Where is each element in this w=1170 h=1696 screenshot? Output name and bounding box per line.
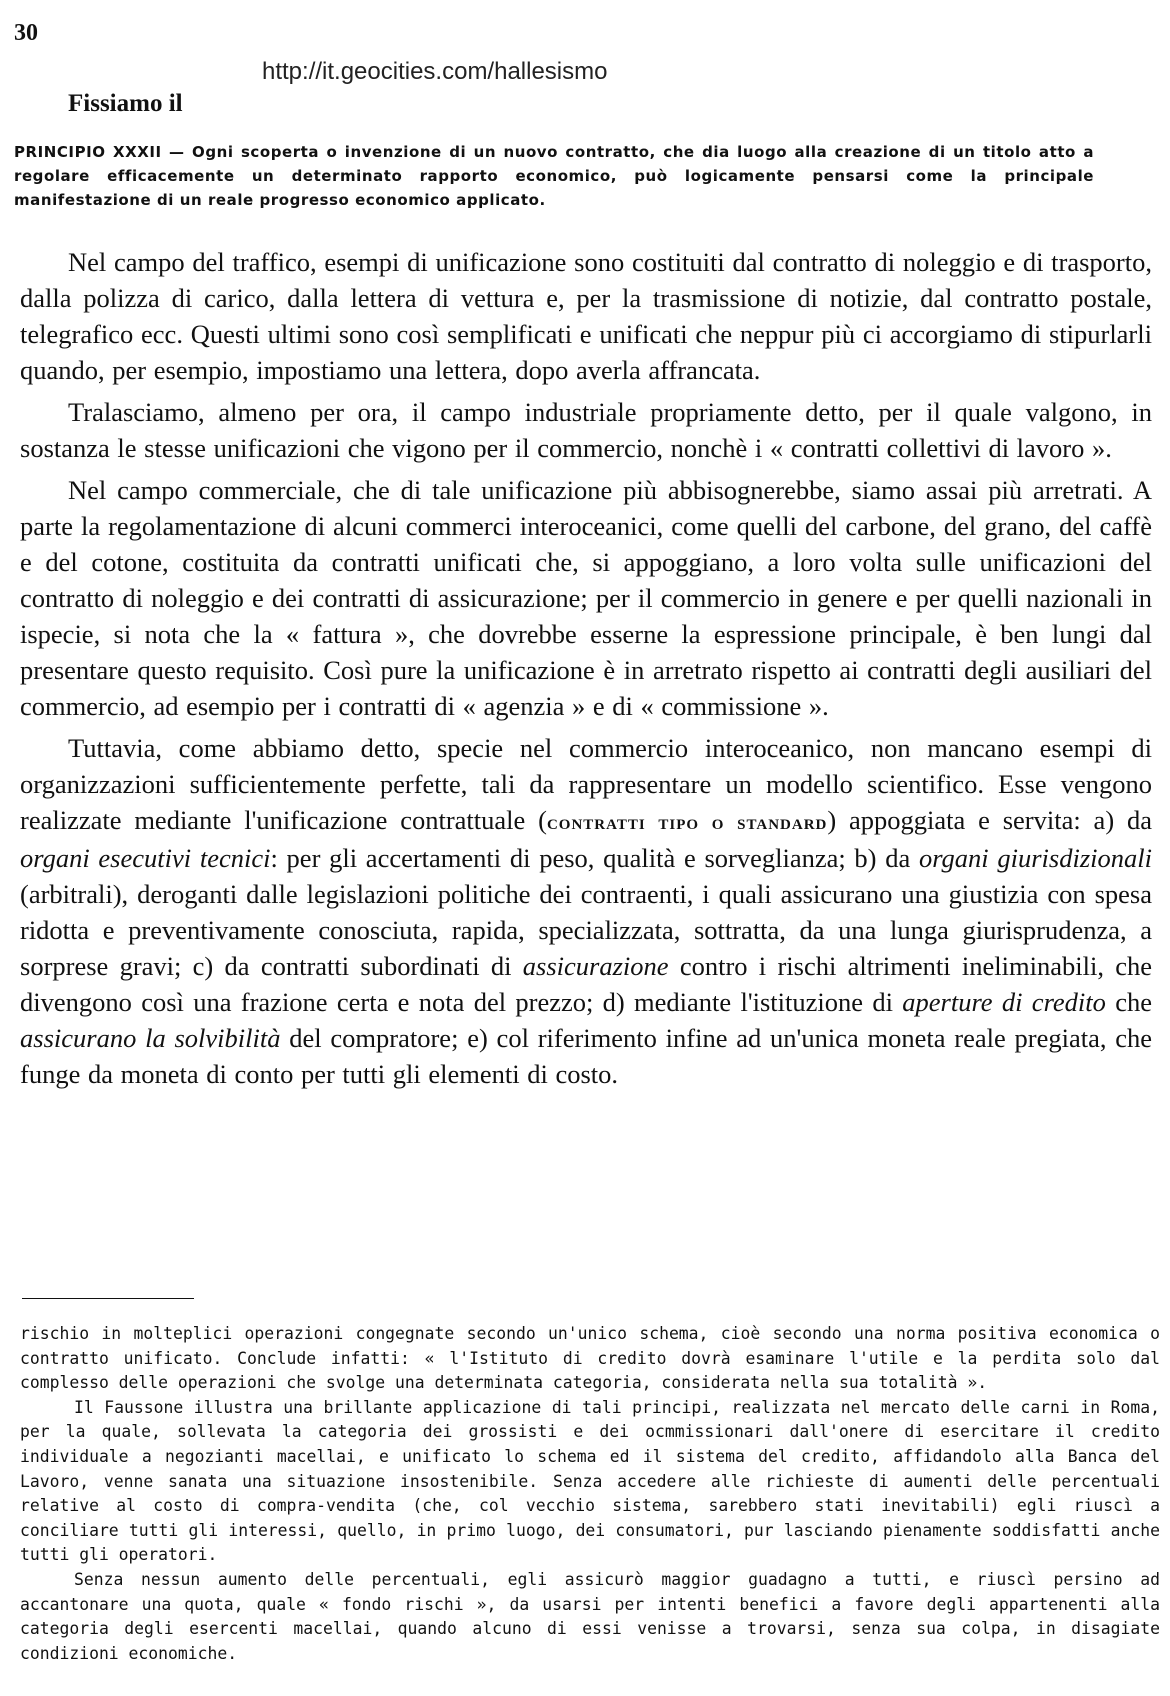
p4-text-d: (arbitrali), deroganti dalle legislazioni politiche dei contraenti, i quali assicurano una giustizia con spesa ridotta e preventivamente conosciuta, rapida, specializzata, sottratta, da una lunga giurisprudenza, a sorprese gravi; c) da contratti subordinati di [20, 879, 1152, 981]
p4-italic-2: organi giurisdizionali [918, 843, 1152, 873]
footnote-divider [22, 1298, 194, 1299]
principle-text: — Ogni scoperta o invenzione di un nuovo contratto, che dia luogo alla creazione di un titolo atto a regolare efficacemente un determinato rapporto economico, può logicamente pensarsi come la principale manifestazione di un reale progresso economico applicato. [14, 143, 1094, 209]
watermark-url: http://it.geocities.com/hallesismo [262, 58, 608, 85]
paragraph-2: Tralasciamo, almeno per ora, il campo industriale propriamente detto, per il quale valgono, in sostanza le stesse unificazioni che vigono per il commercio, nonchè i « contratti collettivi di lavoro ». [20, 397, 1152, 463]
intro-heading: Fissiamo il [68, 90, 183, 117]
p4-italic-1: organi esecutivi tecnici [20, 843, 271, 873]
principle-label: PRINCIPIO XXXII [14, 143, 162, 161]
p4-text-e: contro i rischi altrimenti ineliminabili, che divengono così una frazione certa e nota del prezzo; d) mediante l'istituzione di [20, 951, 1152, 1017]
p4-italic-4: aperture di credito [902, 987, 1106, 1017]
p4-text-b: ) appoggiata e servita: a) da [827, 805, 1152, 835]
body-text [20, 244, 1152, 1098]
principle-block [14, 140, 1094, 212]
p4-smallcaps-term: contratti tipo o standard [546, 809, 828, 834]
p4-text-c: : per gli accertamenti di peso, qualità e sorveglianza; b) da [270, 843, 919, 873]
footnote-1: rischio in molteplici operazioni congegnate secondo un'unico schema, cioè secondo una norma positiva economica o contratto unificato. Conclude infatti: « l'Istituto di credito dovrà esaminare l'utile e la perdita solo dal complesso delle operazioni che svolge una determinata categoria, considerata nella sua totalità ». [20, 1324, 1160, 1393]
p4-text-f: che [1105, 987, 1152, 1017]
footnote-2: Il Faussone illustra una brillante applicazione di tali principi, realizzata nel mercato delle carni in Roma, per la quale, sollevata la categoria dei grossisti e dei ocmmissionari dall'onere di esercitare il credito individuale a negozianti macellai, e unificato lo schema ed il sistema del credito, affidandolo alla Banca del Lavoro, venne sanata una situazione insostenibile. Senza accedere alle richieste di aumenti delle percentuali relative al costo di compra-vendita (che, col vecchio sistema, sarebbero stati inevitabili) egli riuscì a conciliare tutti gli interessi, quello, in primo luogo, dei consumatori, pur lasciando pienamente soddisfatti anche tutti gli operatori. [20, 1397, 1160, 1565]
paragraph-4 [20, 730, 1152, 1092]
p4-italic-3: assicurazione [522, 951, 669, 981]
page-number: 30 [14, 20, 38, 46]
paragraph-1: Nel campo del traffico, esempi di unificazione sono costituiti dal contratto di noleggio e di trasporto, dalla polizza di carico, dalla lettera di vettura e, per la trasmissione di notizie, dal contratto postale, telegrafico ecc. Questi ultimi sono così semplificati e unificati che neppur più ci accorgiamo di stipurlarli quando, per esempio, impostiamo una lettera, dopo averla affrancata. [20, 247, 1152, 385]
p4-italic-5: assicurano la solvibilità [20, 1023, 281, 1053]
p4-text-a: Tuttavia, come abbiamo detto, specie nel commercio interoceanico, non mancano esempi di organizzazioni sufficientemente perfette, tali da rappresentare un modello scientifico. Esse vengono realizzate mediante l'unificazione contrattuale ( [20, 733, 1152, 835]
p4-text-g: del compratore; e) col riferimento infine ad un'unica moneta reale pregiata, che funge da moneta di conto per tutti gli elementi di costo. [20, 1023, 1153, 1089]
footnote-3: Senza nessun aumento delle percentuali, egli assicurò maggior guadagno a tutti, e riuscì persino ad accantonare una quota, quale « fondo rischi », da usarsi per intenti benefici a favore degli appartenenti alla categoria degli esercenti macellai, quando alcuno di essi venisse a trovarsi, senza sua colpa, in disagiate condizioni economiche. [20, 1569, 1160, 1663]
paragraph-3: Nel campo commerciale, che di tale unificazione più abbisognerebbe, siamo assai più arretrati. A parte la regolamentazione di alcuni commerci interoceanici, come quelli del carbone, del grano, del caffè e del cotone, costituita da contratti unificati che, si appoggiano, a loro volta sulle unificazioni del contratto di noleggio e dei contratti di assicurazione; per il commercio in genere e per quelli nazionali in ispecie, si nota che la « fattura », che dovrebbe esserne la espressione principale, è ben lungi dal presentare questo requisito. Così pure la unificazione è in arretrato rispetto ai contratti degli ausiliari del commercio, ad esempio per i contratti di « agenzia » e di « commissione ». [20, 475, 1152, 721]
footnotes [20, 1322, 1160, 1666]
